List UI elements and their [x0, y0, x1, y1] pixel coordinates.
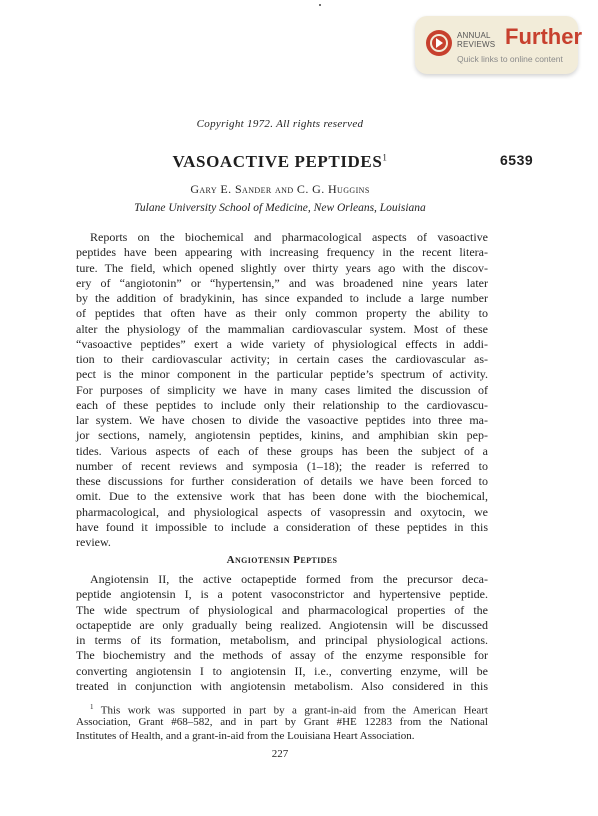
- footnote-line: Association, Grant #68–582, and in part by Grant #HE 12283 from the National: [76, 715, 488, 728]
- text-line: jor sections, namely, angiotensin peptides, kinins, and amphibian skin pep-: [76, 428, 488, 443]
- banner-further-label: Further: [505, 24, 582, 49]
- text-line: converting angiotensin I to angiotensin II, i.e., converting enzyme, will be: [76, 663, 488, 678]
- text-line: The wide spectrum of physiological and pharmacological properties of the: [76, 602, 488, 617]
- paragraph-angiotensin: [76, 572, 488, 694]
- footnote: [76, 700, 488, 744]
- footnote-line: Institutes of Health, and a grant-in-aid from the Louisiana Heart Association.: [76, 730, 415, 742]
- text-line: The biochemistry and the methods of assay of the enzyme responsible for: [76, 648, 488, 663]
- page-number: 227: [271, 748, 289, 760]
- footnote-line: [76, 700, 488, 715]
- text-line: “vasoactive peptides” exert a wide variety of physiological effects in addi-: [76, 336, 488, 351]
- article-title-text: VASOACTIVE PEPTIDES: [172, 152, 383, 171]
- text-line: review.: [76, 535, 111, 549]
- annual-reviews-further-banner[interactable]: [415, 16, 582, 74]
- text-line: omit. Due to the extensive work that has been done with the biochemical,: [76, 489, 488, 504]
- title-footnote-marker: 1: [382, 152, 388, 163]
- section-heading-angiotensin: Angiotensin Peptides: [226, 554, 338, 566]
- text-line: For purposes of simplicity we have in many cases limited the discussion of: [76, 382, 488, 397]
- annual-reviews-logo-icon: [425, 29, 453, 57]
- banner-subtitle: Quick links to online content: [457, 54, 563, 64]
- text-line: number of recent reviews and symposia (1–18); the reader is referred to: [76, 458, 488, 473]
- banner-brand-line1: ANNUAL: [457, 31, 491, 40]
- text-line: by the addition of bradykinin, has since expanded to include a large number: [76, 291, 488, 305]
- paragraph-introduction: [76, 230, 488, 550]
- banner-brand: [457, 31, 495, 49]
- article-authors: Gary E. Sander and C. G. Huggins: [190, 182, 370, 196]
- text-line: Angiotensin II, the active octapeptide formed from the precursor deca-: [90, 572, 488, 586]
- text-line: in terms of its formation, metabolism, and principal physiological actions.: [76, 633, 488, 647]
- copyright-notice: Copyright 1972. All rights reserved: [196, 118, 364, 130]
- text-line: tion to their cardiovascular activity; in certain cases the cardiovascular as-: [76, 352, 488, 366]
- footnote-marker: 1: [90, 703, 94, 711]
- text-line: have found it impossible to include a consideration of these peptides in this: [76, 519, 488, 534]
- text-line: lar system. We have chosen to divide the vasoactive peptides into three ma-: [76, 413, 488, 427]
- text-line: ture. The field, which opened slightly over thirty years ago with the discov-: [76, 260, 488, 275]
- text-line: these discussions for further consideration of details we have been forced to: [76, 474, 488, 488]
- text-line: each of these peptides to include only their relationship to the cardiovascu-: [76, 397, 488, 412]
- banner-brand-line2: REVIEWS: [457, 40, 496, 49]
- footnote-text: This work was supported in part by a grant-in-aid from the American Heart: [100, 704, 488, 717]
- text-line: ery of “angiotonin” or “hypertensin,” and was broadened nine years later: [76, 275, 488, 290]
- text-line: of peptides that often have as their only common property the ability to: [76, 306, 488, 321]
- text-line: peptides have been appearing with increasing frequency in the recent litera-: [76, 245, 488, 260]
- scan-mark: [319, 4, 321, 6]
- text-line: peptide angiotensin I, is a potent vasoconstrictor and hypertensive peptide.: [76, 587, 488, 602]
- text-line: treated in conjunction with angiotensin metabolism. Also considered in this: [76, 678, 488, 693]
- text-line: tides. Various aspects of each of these groups has been the subject of a: [76, 443, 488, 458]
- text-line: alter the physiology of the mammalian cardiovascular system. Most of these: [76, 321, 488, 336]
- text-line: pharmacological, and physiological aspects of vasopressin and oxytocin, we: [76, 504, 488, 519]
- text-line: pect is the minor component in the particular peptide’s spectrum of activity.: [76, 367, 488, 382]
- author-affiliation: Tulane University School of Medicine, New Orleans, Louisiana: [134, 202, 426, 214]
- article-title: [0, 152, 560, 172]
- article-code: 6539: [500, 152, 534, 168]
- text-line: Reports on the biochemical and pharmacological aspects of vasoactive: [90, 230, 488, 244]
- text-line: octapeptide are only gradually being realized. Angiotensin will be discussed: [76, 617, 488, 632]
